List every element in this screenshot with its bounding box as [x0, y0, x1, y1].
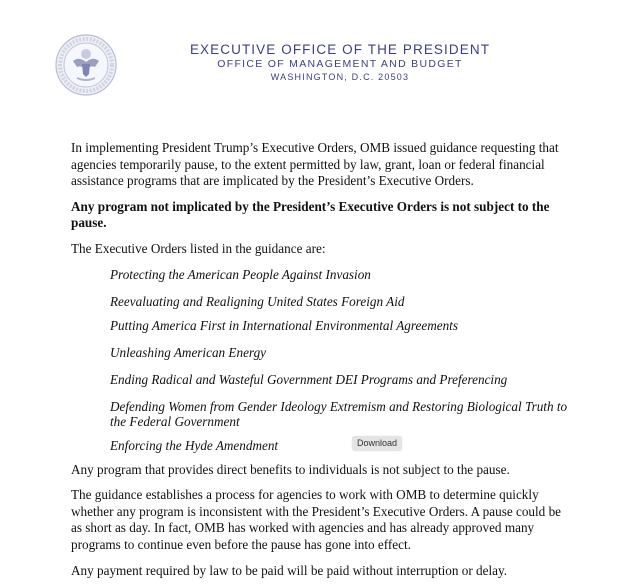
executive-order-item: Defending Women from Gender Ideology Extremism and Restoring Biological Truth to the Federal Government	[110, 398, 568, 429]
executive-order-item: Putting America First in International Environmental Agreements	[110, 317, 458, 333]
executive-order-item: Enforcing the Hyde Amendment	[110, 437, 279, 453]
letterhead	[160, 42, 520, 84]
process-paragraph: The guidance establishes a process for agencies to work with OMB to determine quickly whether any program is inconsistent with the President’s Executive Orders. A pause could be as short as day. In fact, OMB has worked with agencies and has already approved many programs to continue even before the pause has gone into effect.	[71, 487, 562, 552]
payment-paragraph: Any payment required by law to be paid will be paid without interruption or delay.	[71, 562, 508, 578]
executive-order-item: Protecting the American People Against Invasion	[110, 266, 371, 282]
orders-intro: The Executive Orders listed in the guidance are:	[71, 240, 326, 256]
executive-order-item: Reevaluating and Realigning United States Foreign Aid	[110, 293, 405, 309]
executive-order-item: Unleashing American Energy	[110, 344, 267, 360]
executive-orders-list	[110, 267, 571, 453]
executive-order-item: Ending Radical and Wasteful Government DEI Programs and Preferencing	[110, 371, 508, 387]
document-body	[71, 140, 571, 588]
download-tooltip[interactable]: Download	[352, 436, 402, 451]
letterhead-agency: OFFICE OF MANAGEMENT AND BUDGET	[217, 58, 463, 70]
letterhead-office: EXECUTIVE OFFICE OF THE PRESIDENT	[189, 42, 491, 57]
bold-statement: Any program not implicated by the President’s Executive Orders is not subject to the pause.	[71, 198, 550, 231]
presidential-seal-icon	[55, 34, 117, 96]
letterhead-address: WASHINGTON, D.C. 20503	[270, 72, 410, 82]
intro-paragraph: In implementing President Trump’s Executive Orders, OMB issued guidance requesting that agencies temporarily pause, to the extent permitted by law, grant, loan or federal financial assistance programs that are implicated by the President’s Executive Orders.	[71, 140, 559, 189]
benefits-paragraph: Any program that provides direct benefits to individuals is not subject to the pause.	[71, 461, 510, 477]
